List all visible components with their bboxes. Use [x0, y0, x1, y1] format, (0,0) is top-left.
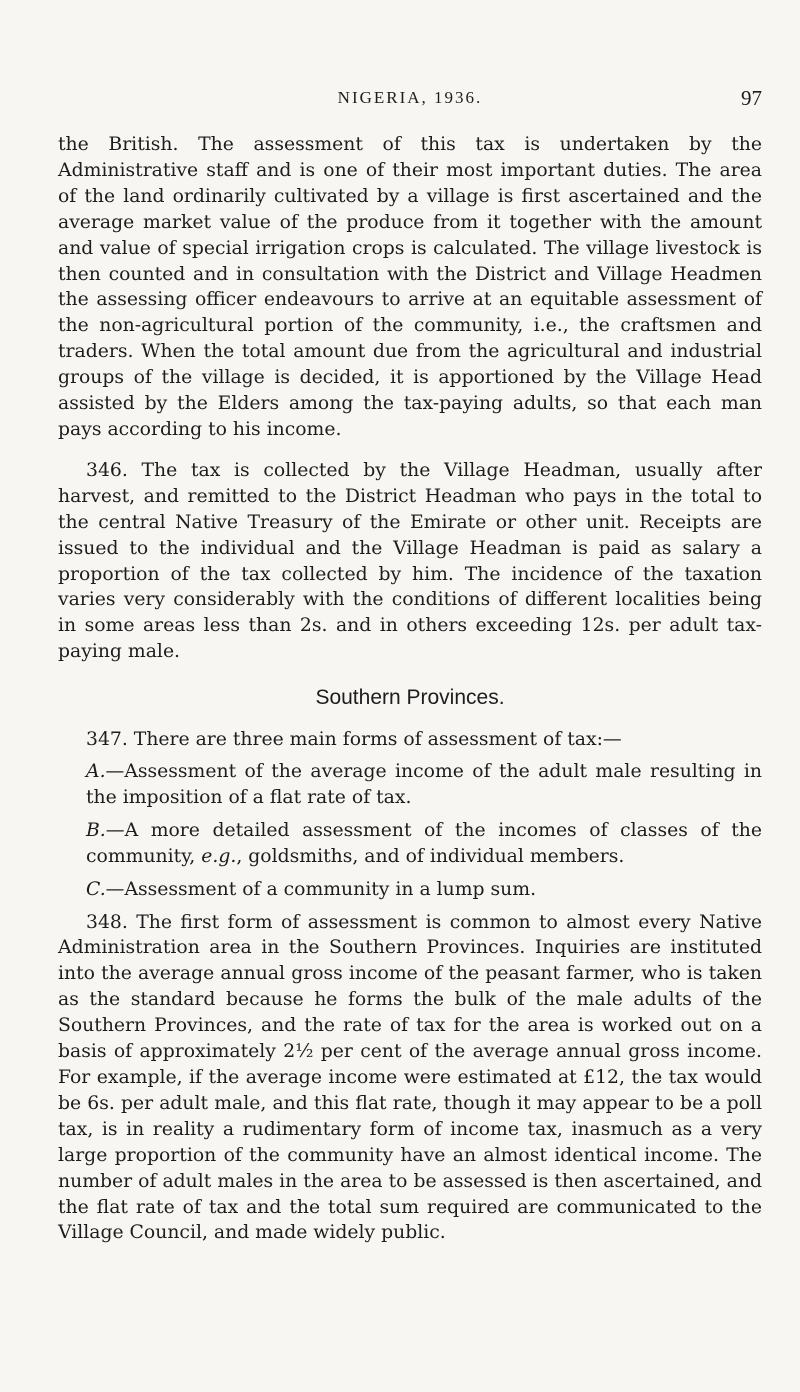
- section-heading: Southern Provinces.: [315, 686, 505, 710]
- paragraph-347: 347. There are three main forms of assessment of tax:—: [86, 729, 622, 751]
- assessment-form-c: [58, 877, 762, 903]
- item-letter: C.: [86, 878, 106, 900]
- item-body: —A more detailed assessment of the incomes of classes of the community,: [86, 819, 762, 867]
- assessment-form-a-text: [86, 759, 762, 811]
- assessment-form-c-text: [86, 877, 762, 903]
- item-body: —Assessment of a community in a lump sum.: [105, 878, 537, 900]
- assessment-form-b-text: [86, 818, 762, 870]
- item-body: —Assessment of the average income of the adult male resulting in the imposition of a flat rate of tax.: [86, 761, 762, 808]
- running-title: NIGERIA, 1936.: [337, 88, 483, 107]
- item-body-end: , goldsmiths, and of individual members.: [236, 845, 625, 867]
- page-number: 97: [741, 86, 762, 110]
- page-body: [58, 132, 762, 1246]
- paragraph-346: 346. The tax is collected by the Village Headman, usually after harvest, and remitted to the District Headman who pays in the total to the central Native Treasury of the Emirate or other unit. Receipts are issued to the individual and the Village Headman is paid as salary a proportion of the tax collected by him. The incidence of the taxation varies very considerably with the conditions of different localities being in some areas less than 2s. and in others exceeding 12s. per adult tax-paying male.: [58, 459, 762, 663]
- item-letter: A.: [86, 761, 106, 783]
- item-eg: e.g.: [201, 845, 237, 867]
- running-head: [58, 88, 762, 118]
- assessment-form-a: [58, 759, 762, 811]
- item-letter: B.: [86, 819, 106, 841]
- assessment-form-b: [58, 818, 762, 870]
- paragraph-348: 348. The first form of assessment is common to almost every Native Administration area in the Southern Provinces. Inquiries are instituted into the average annual gross income of the peasant farmer, who is taken as the standard because he forms the bulk of the male adults of the Southern Provinces, and the rate of tax for the area is worked out on a basis of approximately 2½ per cent of the average annual gross income. For example, if the average income were estimated at £12, the tax would be 6s. per adult male, and this flat rate, though it may appear to be a poll tax, is in reality a rudimentary form of income tax, inasmuch as a very large proportion of the community have an almost identical income. The number of adult males in the area to be assessed is then ascertained, and the flat rate of tax and the total sum required are communicated to the Village Council, and made widely public.: [58, 911, 762, 1244]
- paragraph-continued: the British. The assessment of this tax is undertaken by the Administrative staff and is one of their most important duties. The area of the land ordinarily cultivated by a village is first ascertained and the average market value of the produce from it together with the amount and value of special irrigation crops is calculated. The village livestock is then counted and in consultation with the District and Village Headmen the assessing officer endeavours to arrive at an equitable assessment of the non-agricultural portion of the community, i.e., the craftsmen and traders. When the total amount due from the agricultural and industrial groups of the village is decided, it is apportioned by the Village Head assisted by the Elders among the tax-paying adults, so that each man pays according to his income.: [58, 134, 762, 440]
